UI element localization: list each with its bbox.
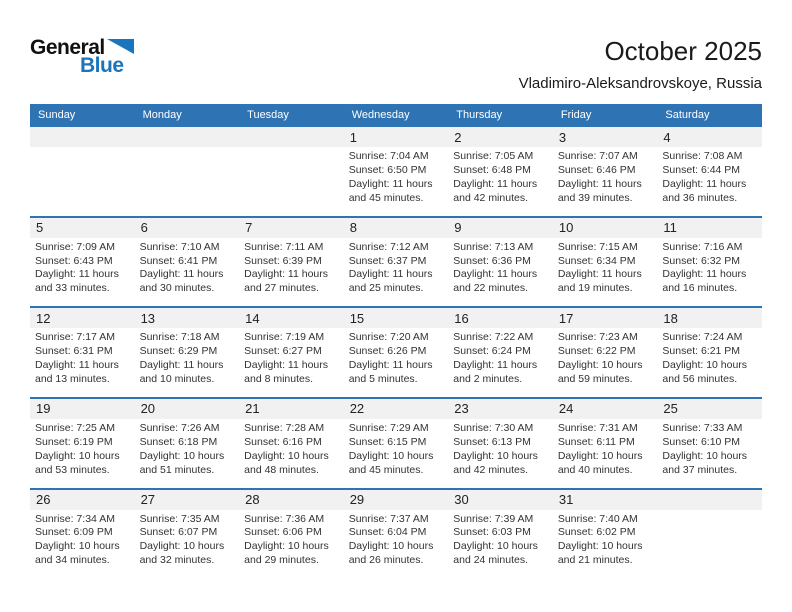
day-cell — [30, 240, 135, 297]
daylight-text: Daylight: 11 hours — [35, 359, 119, 372]
daylight-text: and 29 minutes. — [244, 554, 319, 567]
daylight-text: and 39 minutes. — [557, 191, 633, 204]
day-cell — [30, 512, 135, 569]
day-number: 20 — [140, 401, 156, 417]
date-band — [30, 490, 762, 510]
sunrise-text: Sunrise: 7:10 AM — [139, 240, 220, 253]
day-number: 16 — [454, 310, 469, 326]
sunrise-text: Sunrise: 7:39 AM — [453, 512, 534, 525]
sunset-text: Sunset: 6:18 PM — [139, 435, 218, 448]
logo-text-general: General — [30, 36, 105, 59]
daylight-text: Daylight: 10 hours — [348, 540, 434, 553]
daylight-text: and 19 minutes. — [557, 282, 633, 295]
sunrise-text: Sunrise: 7:25 AM — [35, 421, 115, 434]
week-row — [30, 397, 762, 488]
daylight-text: and 16 minutes. — [662, 282, 738, 295]
daylight-text: Daylight: 11 hours — [348, 268, 433, 281]
sunrise-text: Sunrise: 7:13 AM — [453, 240, 534, 253]
daylight-text: and 42 minutes. — [453, 463, 528, 476]
daylight-text: and 21 minutes. — [557, 554, 633, 567]
day-cell — [553, 240, 658, 297]
daylight-text: and 26 minutes. — [348, 554, 424, 567]
day-number: 24 — [558, 401, 574, 417]
sunrise-text: Sunrise: 7:17 AM — [35, 331, 115, 344]
details-row — [30, 147, 762, 216]
weekday-header-wednesday: Wednesday — [351, 108, 410, 121]
sunset-text: Sunset: 6:41 PM — [139, 254, 218, 267]
day-number: 15 — [349, 310, 365, 326]
generalblue-logo — [30, 37, 134, 76]
daylight-text: and 56 minutes. — [662, 372, 738, 385]
day-number: 8 — [349, 220, 357, 236]
date-band — [30, 127, 762, 147]
sunset-text: Sunset: 6:50 PM — [348, 163, 427, 176]
day-number: 25 — [663, 401, 678, 417]
date-band — [30, 218, 762, 238]
day-number: 29 — [349, 492, 365, 507]
sunset-text: Sunset: 6:15 PM — [348, 435, 427, 448]
sunset-text: Sunset: 6:07 PM — [139, 526, 218, 539]
day-number: 6 — [140, 220, 148, 236]
empty-day-cell — [239, 149, 344, 206]
title-block — [519, 36, 762, 92]
date-band — [30, 399, 762, 419]
sunset-text: Sunset: 6:36 PM — [453, 254, 531, 267]
sunrise-text: Sunrise: 7:12 AM — [348, 240, 429, 253]
week-row — [30, 488, 762, 579]
daylight-text: and 27 minutes. — [244, 282, 319, 295]
sunset-text: Sunset: 6:46 PM — [557, 163, 636, 176]
daylight-text: and 36 minutes. — [662, 191, 738, 204]
sunset-text: Sunset: 6:39 PM — [244, 254, 322, 267]
weekday-header-monday: Monday — [142, 108, 182, 121]
day-cell — [448, 149, 553, 206]
day-number: 31 — [558, 492, 574, 507]
weekday-header-sunday: Sunday — [38, 108, 76, 121]
sunrise-text: Sunrise: 7:18 AM — [139, 331, 220, 344]
day-cell — [344, 149, 449, 206]
day-number: 14 — [245, 310, 260, 326]
details-row — [30, 419, 762, 488]
sunrise-text: Sunrise: 7:24 AM — [662, 331, 743, 344]
daylight-text: and 24 minutes. — [453, 554, 528, 567]
day-number: 22 — [349, 401, 365, 417]
sunrise-text: Sunrise: 7:37 AM — [348, 512, 429, 525]
sunset-text: Sunset: 6:21 PM — [662, 345, 741, 358]
details-row — [30, 328, 762, 397]
day-number: 30 — [454, 492, 469, 507]
daylight-text: and 51 minutes. — [139, 463, 215, 476]
sunset-text: Sunset: 6:19 PM — [35, 435, 113, 448]
day-number: 17 — [558, 310, 574, 326]
weekday-header-tuesday: Tuesday — [247, 108, 289, 121]
sunrise-text: Sunrise: 7:33 AM — [662, 421, 743, 434]
day-number: 11 — [663, 220, 677, 236]
daylight-text: and 2 minutes. — [453, 372, 523, 385]
sunset-text: Sunset: 6:24 PM — [453, 345, 531, 358]
sunrise-text: Sunrise: 7:05 AM — [453, 150, 534, 162]
daylight-text: and 25 minutes. — [348, 282, 424, 295]
daylight-text: Daylight: 10 hours — [35, 449, 120, 462]
day-cell — [344, 512, 449, 569]
daylight-text: Daylight: 10 hours — [348, 449, 434, 462]
sunrise-text: Sunrise: 7:35 AM — [139, 512, 220, 525]
daylight-text: and 34 minutes. — [35, 554, 110, 567]
daylight-text: and 37 minutes. — [662, 463, 738, 476]
daylight-text: and 10 minutes. — [139, 372, 215, 385]
sunrise-text: Sunrise: 7:29 AM — [348, 421, 429, 434]
calendar-weeks — [30, 125, 762, 578]
day-number: 7 — [245, 220, 253, 236]
sunrise-text: Sunrise: 7:04 AM — [348, 150, 429, 162]
daylight-text: Daylight: 11 hours — [557, 177, 642, 190]
day-cell — [657, 149, 762, 206]
day-cell — [239, 512, 344, 569]
daylight-text: Daylight: 11 hours — [662, 177, 747, 190]
day-cell — [448, 512, 553, 569]
sunrise-text: Sunrise: 7:09 AM — [35, 240, 115, 253]
week-row — [30, 306, 762, 397]
sunrise-text: Sunrise: 7:23 AM — [557, 331, 638, 344]
daylight-text: Daylight: 11 hours — [348, 359, 433, 372]
daylight-text: Daylight: 11 hours — [35, 268, 119, 281]
sunset-text: Sunset: 6:13 PM — [453, 435, 531, 448]
day-cell — [135, 240, 240, 297]
daylight-text: Daylight: 10 hours — [557, 359, 643, 372]
day-cell — [448, 330, 553, 387]
daylight-text: Daylight: 10 hours — [244, 449, 329, 462]
daylight-text: and 13 minutes. — [35, 372, 110, 385]
day-cell — [553, 149, 658, 206]
day-cell — [239, 330, 344, 387]
day-number: 18 — [663, 310, 678, 326]
day-cell — [135, 512, 240, 569]
date-band — [30, 308, 762, 328]
day-number: 23 — [454, 401, 469, 417]
daylight-text: Daylight: 11 hours — [453, 177, 538, 190]
calendar-table — [30, 104, 762, 578]
weekday-header-thursday: Thursday — [456, 108, 503, 121]
sunrise-text: Sunrise: 7:26 AM — [139, 421, 220, 434]
daylight-text: and 32 minutes. — [139, 554, 215, 567]
daylight-text: and 22 minutes. — [453, 282, 528, 295]
week-row — [30, 216, 762, 307]
daylight-text: and 59 minutes. — [557, 372, 633, 385]
sunrise-text: Sunrise: 7:30 AM — [453, 421, 534, 434]
daylight-text: Daylight: 11 hours — [662, 268, 747, 281]
sunset-text: Sunset: 6:34 PM — [557, 254, 636, 267]
sunset-text: Sunset: 6:31 PM — [35, 345, 113, 358]
sunrise-text: Sunrise: 7:19 AM — [244, 331, 325, 344]
day-number: 21 — [245, 401, 260, 417]
day-cell — [553, 421, 658, 478]
sunset-text: Sunset: 6:10 PM — [662, 435, 741, 448]
week-row — [30, 125, 762, 216]
sunrise-text: Sunrise: 7:08 AM — [662, 150, 743, 162]
sunrise-text: Sunrise: 7:40 AM — [557, 512, 638, 525]
daylight-text: and 33 minutes. — [35, 282, 110, 295]
sunset-text: Sunset: 6:22 PM — [557, 345, 636, 358]
day-cell — [657, 330, 762, 387]
sunset-text: Sunset: 6:29 PM — [139, 345, 218, 358]
daylight-text: and 53 minutes. — [35, 463, 110, 476]
day-number: 5 — [36, 220, 44, 236]
day-cell — [30, 330, 135, 387]
sunrise-text: Sunrise: 7:31 AM — [557, 421, 638, 434]
empty-day-cell — [135, 149, 240, 206]
daylight-text: Daylight: 10 hours — [662, 449, 748, 462]
daylight-text: and 30 minutes. — [139, 282, 215, 295]
empty-day-cell — [657, 512, 762, 569]
day-number: 27 — [140, 492, 156, 507]
day-number: 13 — [140, 310, 156, 326]
daylight-text: Daylight: 10 hours — [557, 540, 643, 553]
sunset-text: Sunset: 6:44 PM — [662, 163, 741, 176]
day-cell — [239, 240, 344, 297]
day-cell — [448, 240, 553, 297]
sunset-text: Sunset: 6:48 PM — [453, 163, 531, 176]
daylight-text: and 45 minutes. — [348, 463, 424, 476]
sunrise-text: Sunrise: 7:28 AM — [244, 421, 325, 434]
day-number: 10 — [558, 220, 574, 236]
day-cell — [657, 421, 762, 478]
weekday-header-row — [30, 104, 762, 125]
sunrise-text: Sunrise: 7:16 AM — [662, 240, 743, 253]
daylight-text: Daylight: 11 hours — [139, 359, 224, 372]
day-cell — [344, 240, 449, 297]
day-number: 1 — [349, 129, 357, 145]
daylight-text: Daylight: 10 hours — [453, 540, 538, 553]
day-cell — [553, 330, 658, 387]
day-cell — [135, 330, 240, 387]
day-number: 28 — [245, 492, 260, 507]
daylight-text: Daylight: 10 hours — [139, 540, 225, 553]
day-cell — [30, 421, 135, 478]
sunrise-text: Sunrise: 7:11 AM — [244, 240, 324, 253]
day-cell — [553, 512, 658, 569]
daylight-text: Daylight: 11 hours — [557, 268, 642, 281]
day-number: 26 — [36, 492, 51, 507]
daylight-text: and 40 minutes. — [557, 463, 633, 476]
daylight-text: Daylight: 11 hours — [139, 268, 224, 281]
sunset-text: Sunset: 6:09 PM — [35, 526, 113, 539]
day-cell — [239, 421, 344, 478]
sunrise-text: Sunrise: 7:07 AM — [557, 150, 638, 162]
day-number: 9 — [454, 220, 462, 236]
sunrise-text: Sunrise: 7:34 AM — [35, 512, 115, 525]
sunset-text: Sunset: 6:11 PM — [557, 435, 635, 448]
day-cell — [344, 330, 449, 387]
month-title: October 2025 — [604, 36, 762, 66]
sunrise-text: Sunrise: 7:22 AM — [453, 331, 534, 344]
day-number: 4 — [663, 129, 671, 145]
daylight-text: and 48 minutes. — [244, 463, 319, 476]
sunrise-text: Sunrise: 7:15 AM — [557, 240, 638, 253]
day-number: 19 — [36, 401, 51, 417]
daylight-text: Daylight: 10 hours — [662, 359, 748, 372]
daylight-text: and 5 minutes. — [348, 372, 418, 385]
sunset-text: Sunset: 6:16 PM — [244, 435, 322, 448]
empty-day-cell — [30, 149, 135, 206]
day-cell — [657, 240, 762, 297]
daylight-text: and 42 minutes. — [453, 191, 528, 204]
sunset-text: Sunset: 6:26 PM — [348, 345, 427, 358]
daylight-text: Daylight: 10 hours — [35, 540, 120, 553]
sunset-text: Sunset: 6:43 PM — [35, 254, 113, 267]
day-number: 12 — [36, 310, 51, 326]
daylight-text: Daylight: 10 hours — [453, 449, 538, 462]
sunset-text: Sunset: 6:04 PM — [348, 526, 427, 539]
daylight-text: Daylight: 11 hours — [244, 268, 328, 281]
sunset-text: Sunset: 6:02 PM — [557, 526, 636, 539]
daylight-text: Daylight: 10 hours — [557, 449, 643, 462]
sunset-text: Sunset: 6:03 PM — [453, 526, 531, 539]
details-row — [30, 510, 762, 579]
daylight-text: and 45 minutes. — [348, 191, 424, 204]
daylight-text: Daylight: 11 hours — [244, 359, 328, 372]
daylight-text: Daylight: 11 hours — [348, 177, 433, 190]
daylight-text: Daylight: 11 hours — [453, 359, 538, 372]
daylight-text: Daylight: 10 hours — [244, 540, 329, 553]
daylight-text: and 8 minutes. — [244, 372, 314, 385]
day-number: 2 — [454, 129, 462, 145]
daylight-text: Daylight: 10 hours — [139, 449, 225, 462]
day-cell — [135, 421, 240, 478]
sunrise-text: Sunrise: 7:20 AM — [348, 331, 429, 344]
sunset-text: Sunset: 6:27 PM — [244, 345, 322, 358]
daylight-text: Daylight: 11 hours — [453, 268, 538, 281]
sunrise-text: Sunrise: 7:36 AM — [244, 512, 325, 525]
details-row — [30, 238, 762, 307]
sunset-text: Sunset: 6:32 PM — [662, 254, 741, 267]
weekday-header-saturday: Saturday — [665, 108, 710, 121]
weekday-header-friday: Friday — [560, 108, 592, 121]
day-cell — [344, 421, 449, 478]
logo-text-blue: Blue — [80, 54, 124, 77]
day-number: 3 — [558, 129, 567, 145]
sunset-text: Sunset: 6:37 PM — [348, 254, 427, 267]
day-cell — [448, 421, 553, 478]
sunset-text: Sunset: 6:06 PM — [244, 526, 322, 539]
location-subtitle: Vladimiro-Aleksandrovskoye, Russia — [518, 75, 762, 92]
